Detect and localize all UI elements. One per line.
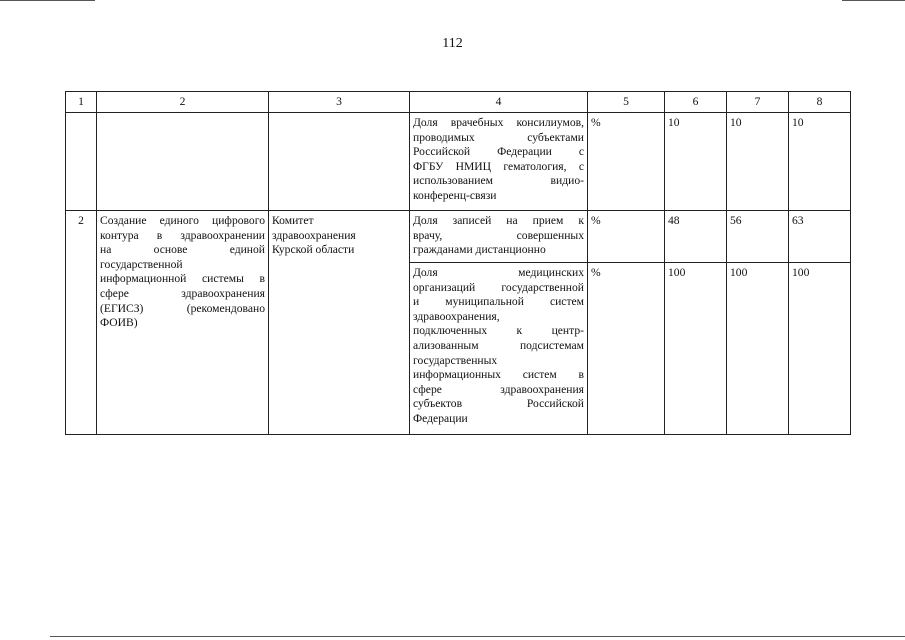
value-col-8: 100: [789, 263, 851, 435]
indicator-connected-organizations: [410, 263, 588, 435]
indicator-line: субъектов Российской: [413, 397, 584, 411]
indicator-line: ФГБУ НМИЦ гематология, с: [413, 159, 584, 173]
responsible-line: здравоохранения: [272, 228, 356, 242]
header-col-8: 8: [789, 92, 851, 113]
indicator-line: конференц-связи: [413, 188, 497, 202]
indicator-line: проводимых субъектами: [413, 130, 584, 144]
indicator-line: информационных систем в: [413, 368, 584, 382]
event-line: на основе единой: [100, 243, 265, 257]
header-col-1: 1: [66, 92, 97, 113]
responsible-line: Курской области: [272, 243, 355, 257]
indicator-line: ализованным подсистемам: [413, 338, 584, 352]
event-line: государственной: [100, 257, 183, 271]
header-col-2: 2: [97, 92, 269, 113]
indicator-line: Федерации: [413, 411, 468, 425]
value-col-8: 63: [789, 211, 851, 263]
value-col-7: 56: [727, 211, 789, 263]
scan-line-top-left: [0, 0, 95, 1]
indicator-line: подключенных к центр-: [413, 324, 584, 338]
value-col-7: 10: [727, 113, 789, 211]
indicator-line: использованием видио-: [413, 174, 584, 188]
indicator-line: здравоохранения,: [413, 309, 500, 323]
indicators-table: [65, 91, 851, 435]
value-col-6: 10: [665, 113, 727, 211]
cell-number-empty: [66, 113, 97, 211]
event-line: сфере здравоохранения: [100, 286, 265, 300]
cell-event-empty: [97, 113, 269, 211]
unit-cell: %: [588, 113, 665, 211]
unit-cell: %: [588, 263, 665, 435]
value-col-6: 100: [665, 263, 727, 435]
page-number: 112: [442, 36, 463, 51]
event-line: ФОИВ): [100, 316, 138, 330]
table-row: [66, 211, 851, 263]
indicator-line: гражданами дистанционно: [413, 243, 546, 257]
indicator-line: Российской Федерации с: [413, 145, 584, 159]
event-line: Создание единого цифрового: [100, 214, 265, 227]
indicator-line: врачу, совершенных: [413, 228, 584, 242]
header-col-6: 6: [665, 92, 727, 113]
event-description: [97, 211, 269, 435]
indicator-line: государственных: [413, 353, 498, 367]
indicator-line: и муниципальной систем: [413, 295, 584, 309]
header-row: [66, 92, 851, 113]
indicator-line: Доля врачебных консилиумов,: [413, 116, 584, 129]
scan-line-bottom: [50, 636, 905, 637]
row-number: 2: [66, 211, 97, 435]
header-col-7: 7: [727, 92, 789, 113]
responsible-executor: [269, 211, 410, 435]
header-col-5: 5: [588, 92, 665, 113]
event-line: (ЕГИСЗ) (рекомендовано: [100, 301, 265, 315]
indicator-remote-appointments: [410, 211, 588, 263]
value-col-8: 10: [789, 113, 851, 211]
scan-line-top-right: [842, 0, 905, 1]
header-col-3: 3: [269, 92, 410, 113]
indicator-line: организаций государственной: [413, 280, 584, 294]
indicator-line: сфере здравоохранения: [413, 382, 584, 396]
event-line: контура в здравоохранении: [100, 228, 265, 242]
value-col-6: 48: [665, 211, 727, 263]
indicator-consultations: [410, 113, 588, 211]
responsible-line: Комитет: [272, 214, 314, 227]
header-col-4: 4: [410, 92, 588, 113]
table-row: [66, 113, 851, 211]
indicator-line: Доля записей на прием к: [413, 214, 584, 227]
indicator-line: Доля медицинских: [413, 266, 584, 279]
value-col-7: 100: [727, 263, 789, 435]
cell-responsible-empty: [269, 113, 410, 211]
unit-cell: %: [588, 211, 665, 263]
event-line: информационной системы в: [100, 272, 265, 286]
